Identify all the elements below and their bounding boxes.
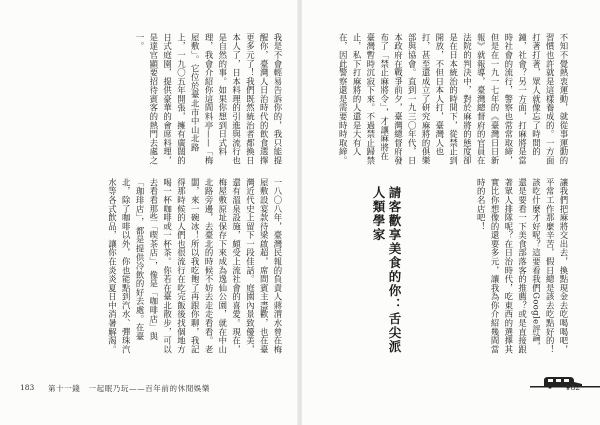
right-page	[302, 0, 600, 425]
left-page	[0, 0, 298, 425]
running-head: 第十一錢 一起眠乃玩——百年前的休閒娛樂	[48, 384, 210, 393]
section-heading: 請客歡享美食的你：舌尖派人類學家	[371, 186, 402, 354]
left-page-body-bottom: 一八〇八年，臺灣民報的負責人蔣渭水曾在梅屋敷設宴款待梁啟超，席間賓主盡歡，也在臺灣近代史上留下一段佳話。庭園內景致優美，還有溫泉設施，頗受上流社會的喜愛。現在，梅屋敷原址保存下來成為逸仙公園，就在中山北路旁邊，去臺北的時候不妨去走走看看。老闆，來一碗冰！所以我吃飽了再跟你聊，我記得那時候的人們也很流行在吃完飯後找個地方喝一杯咖啡或一杯茶。你若在臺北散步，可以去看看那些「喫茶店」，像是「咖啡店」與「珈琲店」，都是提供冷飲的好去處。在臺北，除了咖啡以外，你也能點到汽水、彈珠汽水等各式飲品，讓你在炎炎夏日中消暑解渴。	[107, 178, 283, 354]
left-page-number: 183	[20, 383, 35, 392]
left-page-body-top: 我是不會輕易告訴你的，我只能提醒你，臺灣人日治時代的飲食選擇更多元了！我們既然統治者都換日本人了，日本料理的引進與流行也是自然的事。如果你想到日式料理，我會介紹你這間料亭——「梅屋敷」。它位於臺北市中山北路上，一九〇五年開張，擁有廣闊的日式庭園，提供豪華的會席料理，是達官顯要招待賓客的熱門去處之一。	[135, 33, 283, 165]
right-page-number: 182	[565, 383, 580, 392]
right-page-body-bottom: 讓我們把麻將交出去，換點現金去吃喝喝吧，平常工作那麼辛苦，假日總是該去吃點好的！該吃什麼才好呢？這要看我們Google評論，還是要看一下美食部落客的推薦？或是直接跟著眾人排隊呢？在日治時代，吃東西的選擇其實比你想像的還要多元，讓我為你介紹幾間當時的名店吧！	[476, 178, 569, 354]
right-page-body-top: 不知不覺熱衷運動，就從事運動的習慣也許就是這樣養成的。一方面打著打著，眾人就像忘了時間的鐘，社會？另一方面，打麻將是當時社會的流行，警察也常常取締，但是在一九一七年的《臺灣日日新報》就報導，臺灣總督府的官員在法院的判決中，對於麻將的態度卻是在日本統治的時間下，從禁止到開放，不但日本人打，臺灣人也打，甚至還成立了研究麻將的俱樂部與協會。直到一九三〇年代，日本政府在戰爭前夕，臺灣總督府發布了「禁止麻將令」，才讓麻將在臺灣暫時沉寂下來。不過禁止歸禁止，私下打麻將的人還是大有人在，因此警察還是需要時時取締。	[338, 33, 569, 165]
